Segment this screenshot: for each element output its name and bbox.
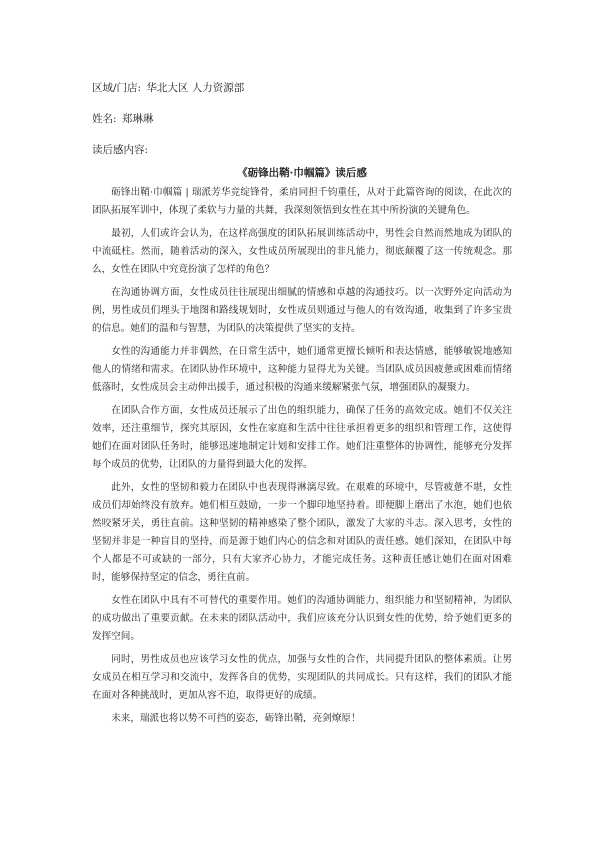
paragraph: 未来，瑞派也将以势不可挡的姿态，砺锋出鞘，亮剑燎原！ — [111, 713, 361, 724]
content-label: 读后感内容: — [92, 144, 149, 156]
region-line — [92, 81, 244, 95]
name-label: 姓名: — [92, 113, 117, 125]
paragraph: 最初，人们或许会认为，在这样高强度的团队拓展训练活动中，男性会自然而然地成为团队的中流砥柱。然而，随着活动的深入，女性成员所展现出的非凡能力，彻底颠覆了这一传统观念。那么，女性在团队中究竟扮演了怎样的角色？ — [92, 228, 512, 275]
name-value: 郑琳琳 — [121, 113, 154, 125]
region-label: 区域/门店: — [92, 82, 142, 94]
paragraph: 女性在团队中具有不可替代的重要作用。她们的沟通协调能力、组织能力和坚韧精神，为团队的成功做出了重要贡献。在未来的团队活动中，我们应该充分认识到女性的优势，给予她们更多的发挥空间。 — [92, 595, 512, 642]
essay-body — [92, 184, 512, 728]
content-line — [92, 143, 148, 157]
paragraph: 砺锋出鞘·巾帼篇 | 瑞派芳华竞绽锋骨，柔肩同担千钧重任，从对于此篇咨询的阅读，在此次的团队拓展军训中，体现了柔软与力量的共舞，我深刻领悟到女性在其中所扮演的关键角色。 — [92, 187, 512, 216]
paragraph: 在沟通协调方面，女性成员往往展现出细腻的情感和卓越的沟通技巧。以一次野外定向活动为例，男性成员们埋头于地图和路线规划时，女性成员则通过与他人的有效沟通，收集到了许多宝贵的信息。她们的温和与智慧，为团队的决策提供了坚实的支持。 — [92, 287, 512, 334]
region-value: 华北大区 人力资源部 — [146, 82, 245, 94]
paragraph: 在团队合作方面，女性成员还展示了出色的组织能力，确保了任务的高效完成。她们不仅关注效率，还注重细节，探究其原因，女性在家庭和生活中往往承担着更多的组织和管理工作，这使得她们在面对团队任务时，能够迅速地制定计划和安排工作。她们注重整体的协调性，能够充分发挥每个成员的优势，让团队的力量得到最大化的发挥。 — [92, 405, 512, 470]
paragraph: 女性的沟通能力并非偶然，在日常生活中，她们通常更擅长倾听和表达情感，能够敏锐地感知他人的情绪和需求。在团队协作环境中，这种能力显得尤为关键。当团队成员因疲惫或困难而情绪低落时，女性成员会主动伸出援手，通过积极的沟通来缓解紧张气氛，增强团队的凝聚力。 — [92, 346, 512, 393]
paragraph: 同时，男性成员也应该学习女性的优点，加强与女性的合作，共同提升团队的整体素质。让男女成员在相互学习和交流中，发挥各自的优势，实现团队的共同成长。只有这样，我们的团队才能在面对各种挑战时，更加从容不迫，取得更好的成绩。 — [92, 654, 512, 701]
essay-title: 《砺锋出鞘·巾帼篇》读后感 — [237, 167, 367, 179]
name-line — [92, 112, 153, 126]
paragraph: 此外，女性的坚韧和毅力在团队中也表现得淋漓尽致。在艰难的环境中，尽管疲惫不堪，女性成员们却始终没有放弃。她们相互鼓励，一步一个脚印地坚持着。即便脚上磨出了水泡，她们也依然咬紧牙关，勇往直前。这种坚韧的精神感染了整个团队，激发了大家的斗志。深入思考，女性的坚韧并非是一种盲目的坚持，而是源于她们内心的信念和对团队的责任感。她们深知，在团队中每个人都是不可或缺的一部分，只有大家齐心协力，才能完成任务。这种责任感让她们在面对困难时，能够保持坚定的信念，勇往直前。 — [92, 482, 512, 583]
